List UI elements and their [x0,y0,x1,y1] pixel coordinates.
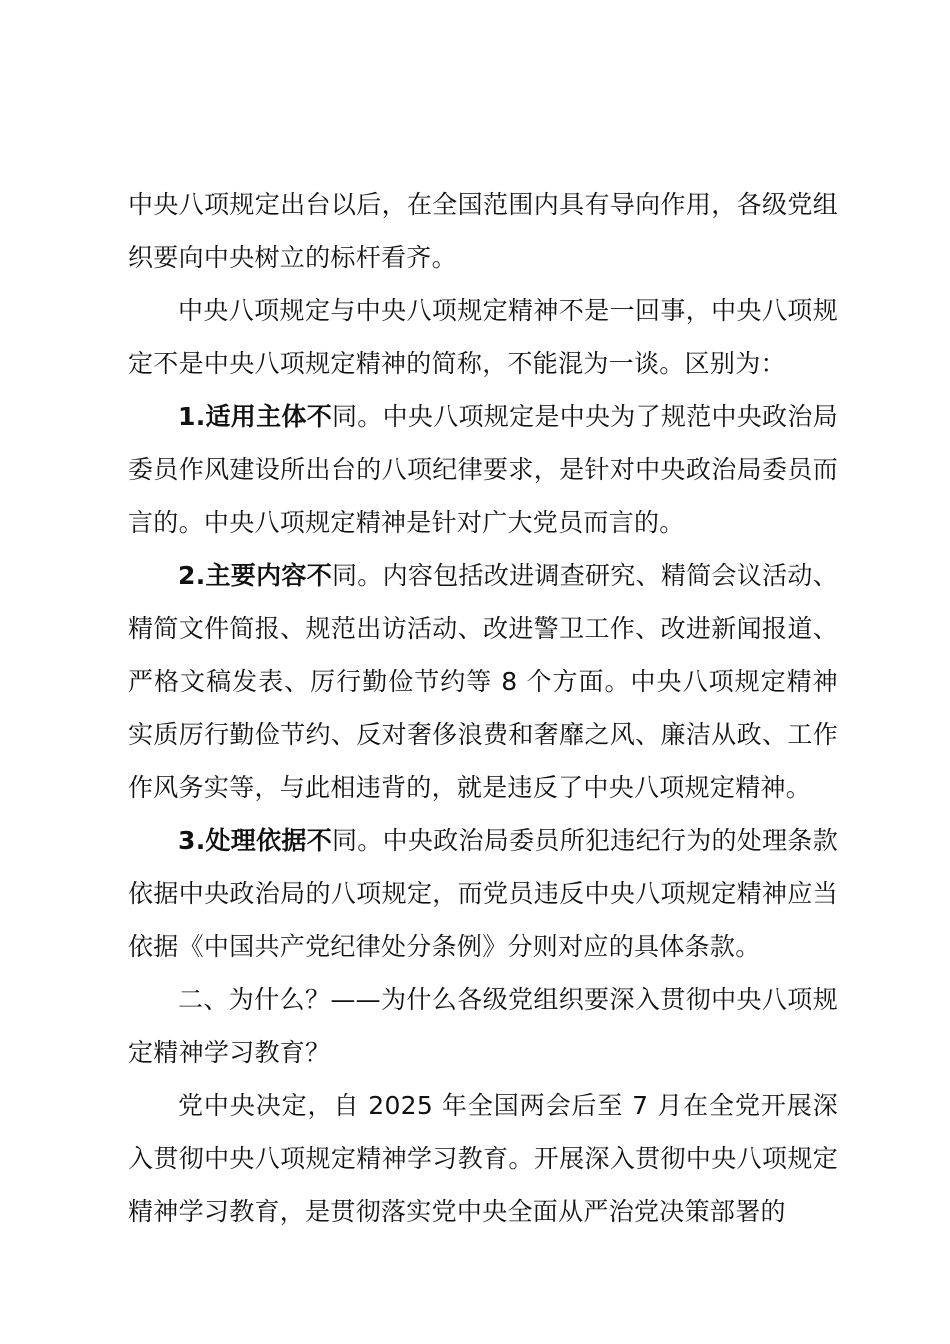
point-2-paragraph [128,549,838,814]
paragraph-text: 中央八项规定出台以后，在全国范围内具有导向作用，各级党组织要向中央树立的标杆看齐。 [128,190,838,272]
paragraph-text: 同。中央八项规定是中央为了规范中央政治局委员作风建设所出台的八项纪律要求，是针对中央政治局委员而言的。中央八项规定精神是针对广大党员而言的。 [128,402,839,537]
paragraph-text: 党中央决定，自 2025 年全国两会后至 7 月在全党开展深入贯彻中央八项规定精神学习教育。开展深入贯彻中央八项规定精神学习教育，是贯彻落实党中央全面从严治党决策部署的 [128,1091,838,1226]
point-heading: 2.主要内容不 [178,561,332,590]
paragraph-text: 同。内容包括改进调查研究、精简会议活动、精简文件简报、规范出访活动、改进警卫工作、改进新闻报道、严格文稿发表、厉行勤俭节约等 8 个方面。中央八项规定精神实质厉行勤俭节约、反对奢侈浪费和奢靡之风、廉洁从政、工作作风务实等，与此相违背的，就是违反了中央八项规定精神。 [128,561,839,802]
paragraph-text: 中央八项规定与中央八项规定精神不是一回事，中央八项规定不是中央八项规定精神的简称，不能混为一谈。区别为： [128,296,838,378]
body-paragraph-2 [128,284,838,390]
body-paragraph-last [128,1079,838,1238]
paragraph-text: 同。中央政治局委员所犯违纪行为的处理条款依据中央政治局的八项规定，而党员违反中央八项规定精神应当依据《中国共产党纪律处分条例》分则对应的具体条款。 [128,826,839,961]
body-paragraph-1 [128,178,838,284]
section-heading: 二、为什么？——为什么各级党组织要深入贯彻中央八项规定精神学习教育？ [128,985,838,1067]
section-heading-paragraph [128,973,838,1079]
point-heading: 1.适用主体不 [178,402,332,431]
point-3-paragraph [128,814,838,973]
document-page [128,178,838,1238]
point-heading: 3.处理依据不 [178,826,332,855]
point-1-paragraph [128,390,838,549]
